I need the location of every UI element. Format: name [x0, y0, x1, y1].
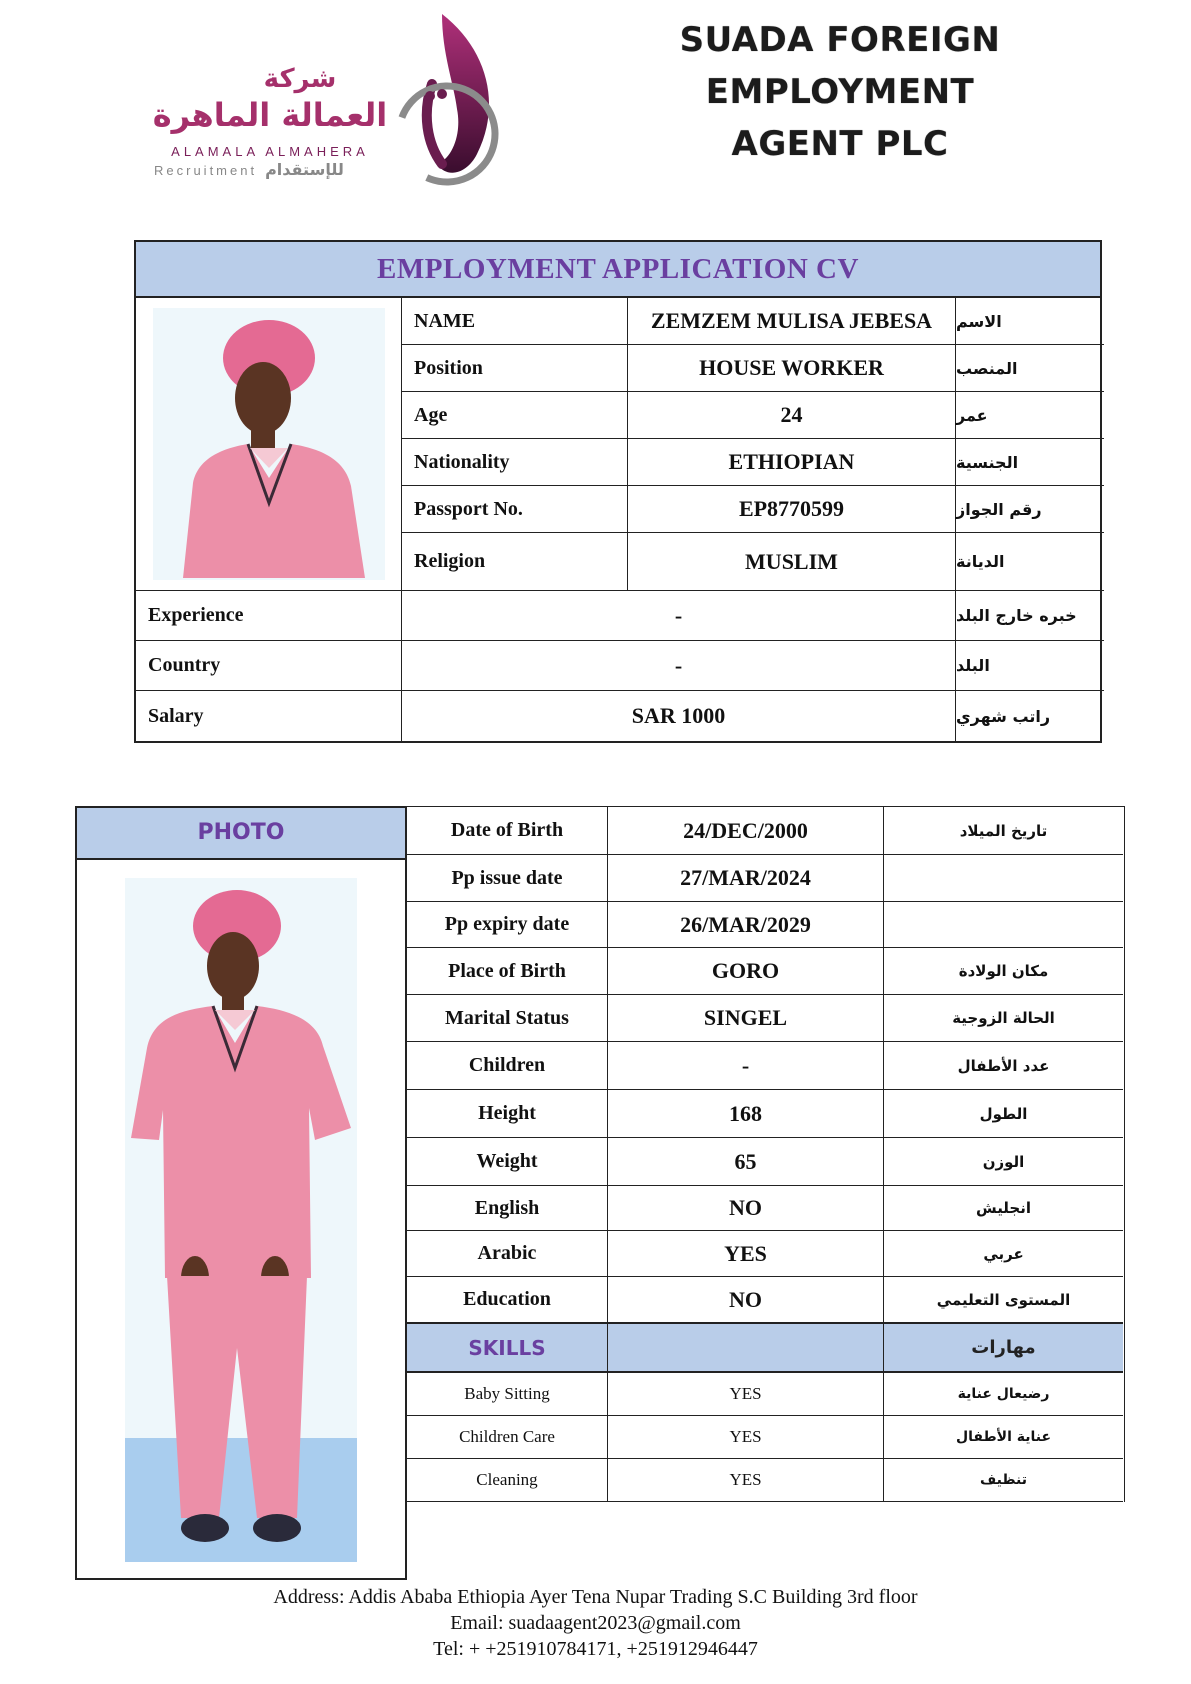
footer-address: Address: Addis Ababa Ethiopia Ayer Tena Nupar Trading S.C Building 3rd floor	[273, 1586, 918, 1608]
arabic-arabic: عربي	[884, 1231, 1123, 1277]
country-arabic: البلد	[956, 641, 1104, 691]
age-label: Age	[402, 392, 628, 439]
nationality-label: Nationality	[402, 439, 628, 486]
cv-title: EMPLOYMENT APPLICATION CV	[136, 242, 1100, 298]
company-name-line1: SUADA FOREIGN EMPLOYMENT	[679, 20, 1001, 112]
children-arabic: عدد الأطفال	[884, 1042, 1123, 1090]
skill-cleaning-label: Cleaning	[407, 1459, 608, 1502]
logo-recruitment-en: Recruitment	[154, 163, 258, 178]
religion-arabic: الديانة	[956, 533, 1104, 591]
experience-value: -	[402, 591, 956, 641]
passport-arabic: رقم الجواز	[956, 486, 1104, 533]
english-value: NO	[608, 1186, 884, 1231]
contact-footer	[0, 1584, 1191, 1662]
logo-latin-name: ALAMALA ALMAHERA	[171, 144, 369, 159]
education-label: Education	[407, 1277, 608, 1323]
expiry-date-arabic	[884, 902, 1123, 948]
weight-label: Weight	[407, 1138, 608, 1186]
expiry-date-label: Pp expiry date	[407, 902, 608, 948]
skill-cleaning-value: YES	[608, 1459, 884, 1502]
weight-value: 65	[608, 1138, 884, 1186]
english-arabic: انجليش	[884, 1186, 1123, 1231]
portrait-photo	[136, 298, 402, 591]
passport-value: EP8770599	[628, 486, 956, 533]
skill-children-care-value: YES	[608, 1416, 884, 1459]
skill-baby-sitting-arabic: رضيعال عناية	[884, 1373, 1123, 1416]
company-name	[560, 14, 1120, 170]
position-arabic: المنصب	[956, 345, 1104, 392]
dob-label: Date of Birth	[407, 807, 608, 855]
footer-phone: Tel: + +251910784171, +251912946447	[433, 1638, 758, 1660]
company-name-line2: AGENT PLC	[731, 124, 949, 164]
nationality-arabic: الجنسية	[956, 439, 1104, 486]
religion-label: Religion	[402, 533, 628, 591]
skill-children-care-label: Children Care	[407, 1416, 608, 1459]
english-label: English	[407, 1186, 608, 1231]
birthplace-arabic: مكان الولادة	[884, 948, 1123, 995]
dob-arabic: تاريخ الميلاد	[884, 807, 1123, 855]
weight-arabic: الوزن	[884, 1138, 1123, 1186]
education-value: NO	[608, 1277, 884, 1323]
skills-header-blank	[608, 1323, 884, 1373]
skills-header: SKILLS	[407, 1323, 608, 1373]
passport-label: Passport No.	[402, 486, 628, 533]
children-value: -	[608, 1042, 884, 1090]
issue-date-arabic	[884, 855, 1123, 902]
skill-baby-sitting-value: YES	[608, 1373, 884, 1416]
skill-baby-sitting-label: Baby Sitting	[407, 1373, 608, 1416]
marital-label: Marital Status	[407, 995, 608, 1042]
portrait-image	[153, 308, 385, 580]
marital-arabic: الحالة الزوجية	[884, 995, 1123, 1042]
full-body-photo	[125, 878, 357, 1562]
height-arabic: الطول	[884, 1090, 1123, 1138]
skill-cleaning-arabic: تنظيف	[884, 1459, 1123, 1502]
salary-arabic: راتب شهري	[956, 706, 1051, 726]
nationality-value: ETHIOPIAN	[628, 439, 956, 486]
dob-value: 24/DEC/2000	[608, 807, 884, 855]
personal-details-table	[407, 806, 1125, 1502]
name-value: ZEMZEM MULISA JEBESA	[628, 298, 956, 345]
experience-label: Experience	[136, 591, 402, 641]
photo-header: PHOTO	[77, 808, 405, 860]
expiry-date-value: 26/MAR/2029	[608, 902, 884, 948]
age-value: 24	[628, 392, 956, 439]
arabic-value: YES	[608, 1231, 884, 1277]
arabic-label: Arabic	[407, 1231, 608, 1277]
age-arabic: عمر	[956, 392, 1104, 439]
issue-date-label: Pp issue date	[407, 855, 608, 902]
skills-header-arabic: مهارات	[884, 1323, 1123, 1373]
country-value: -	[402, 641, 956, 691]
height-value: 168	[608, 1090, 884, 1138]
birthplace-label: Place of Birth	[407, 948, 608, 995]
name-label: NAME	[402, 298, 628, 345]
children-label: Children	[407, 1042, 608, 1090]
logo-recruitment	[154, 160, 394, 179]
logo-arabic-name: العمالة الماهرة	[152, 96, 388, 134]
position-value: HOUSE WORKER	[628, 345, 956, 392]
company-logo	[150, 14, 510, 194]
birthplace-value: GORO	[608, 948, 884, 995]
height-label: Height	[407, 1090, 608, 1138]
country-label: Country	[136, 641, 402, 691]
education-arabic: المستوى التعليمي	[884, 1277, 1123, 1323]
logo-emblem-icon	[392, 14, 512, 194]
full-photo-panel	[75, 806, 407, 1580]
religion-value: MUSLIM	[628, 533, 956, 591]
position-label: Position	[402, 345, 628, 392]
logo-recruitment-ar: للإستقدام	[265, 160, 344, 179]
salary-label: Salary	[136, 691, 402, 741]
footer-email: Email: suadaagent2023@gmail.com	[450, 1612, 741, 1634]
skill-children-care-arabic: عناية الأطفال	[884, 1416, 1123, 1459]
logo-arabic-small: شركة	[263, 64, 337, 94]
marital-value: SINGEL	[608, 995, 884, 1042]
cv-summary-table	[134, 240, 1102, 743]
name-arabic: الاسم	[956, 298, 1104, 345]
issue-date-value: 27/MAR/2024	[608, 855, 884, 902]
salary-value: SAR 1000	[402, 691, 956, 741]
experience-arabic: خبره خارج البلد	[956, 591, 1104, 641]
